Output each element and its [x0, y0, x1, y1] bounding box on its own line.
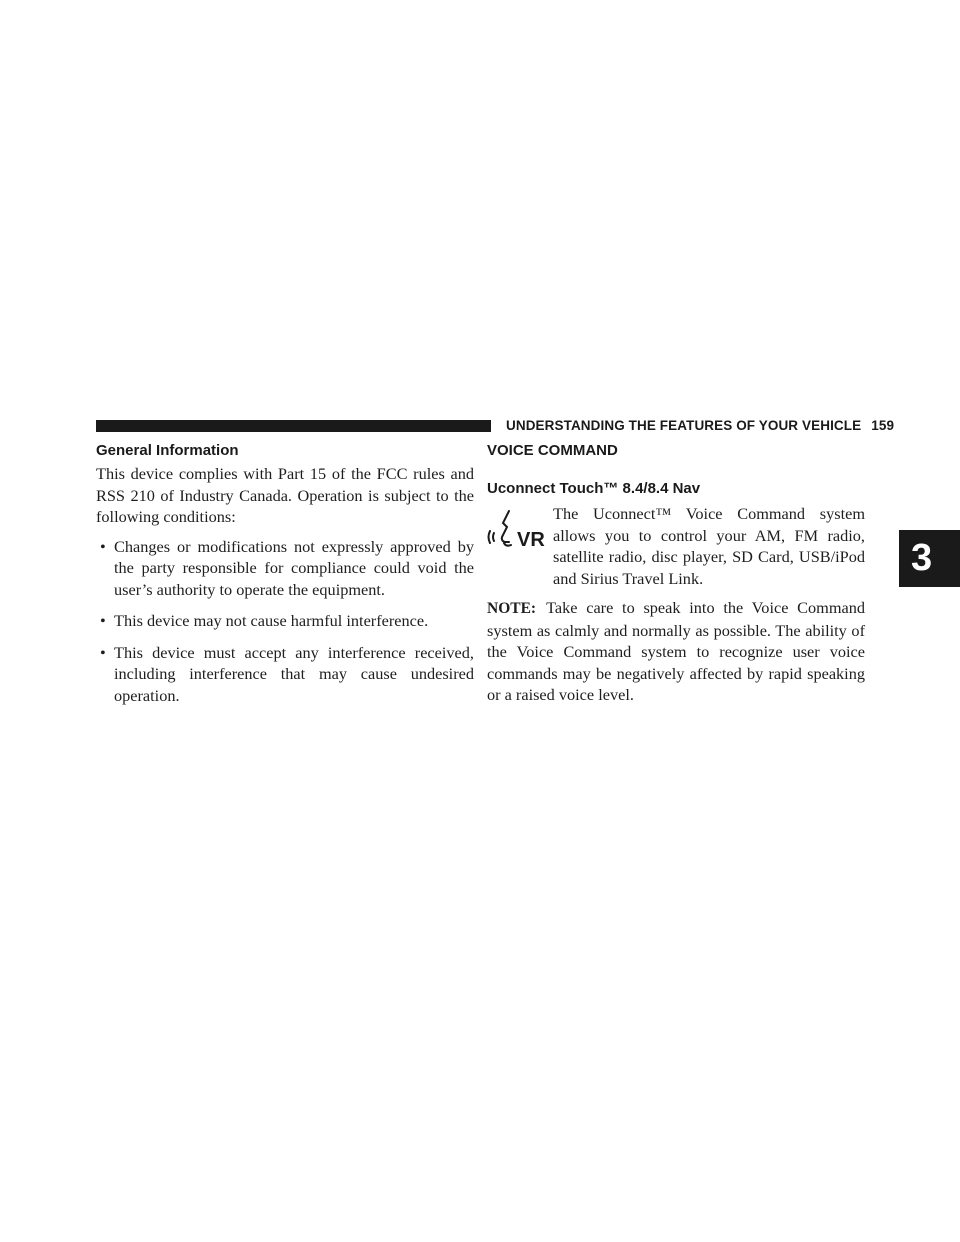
voice-command-intro: The Uconnect™ Voice Command system allows you to control your AM, FM radio, satellite radio, disc player, SD Card, USB/iPod and Sirius Travel Link. — [553, 504, 865, 588]
page-number: 159 — [871, 418, 895, 433]
vr-label: VR — [517, 529, 545, 551]
list-item-text: This device must accept any interference received, including interference that may cause undesired operation. — [114, 642, 474, 705]
conditions-list — [96, 536, 474, 707]
subheading-uconnect-touch: Uconnect Touch™ 8.4/8.4 Nav — [487, 480, 701, 497]
voice-recognition-icon — [487, 507, 547, 551]
right-column — [487, 441, 865, 706]
note-paragraph — [487, 597, 865, 706]
list-item — [96, 610, 474, 632]
chapter-number: 3 — [911, 537, 933, 579]
list-item — [96, 536, 474, 601]
note-label: NOTE: — [487, 600, 537, 617]
section-heading-voice-command: VOICE COMMAND — [487, 442, 618, 459]
header-rule — [96, 420, 491, 432]
section-heading-general-information: General Information — [96, 442, 239, 459]
list-item-text: Changes or modifications not expressly approved by the party responsible for compliance could void the user’s authority to operate the equipment. — [114, 536, 474, 599]
chapter-tab — [899, 530, 960, 587]
list-item-text: This device may not cause harmful interference. — [114, 611, 429, 630]
vr-intro-block — [487, 503, 865, 589]
bullet-icon: • — [100, 536, 106, 556]
left-column — [96, 441, 474, 716]
list-item — [96, 642, 474, 707]
note-text: Take care to speak into the Voice Command system as calmly and normally as possible. The ability of the Voice Command system to recognize user voice commands may be negatively affected by rapid speaking or a raised voice level. — [487, 598, 865, 704]
running-title: UNDERSTANDING THE FEATURES OF YOUR VEHICLE — [506, 418, 862, 433]
running-header — [506, 418, 894, 433]
bullet-icon: • — [100, 642, 106, 662]
fcc-compliance-paragraph: This device complies with Part 15 of the FCC rules and RSS 210 of Industry Canada. Operation is subject to the following conditions: — [96, 464, 474, 526]
bullet-icon: • — [100, 611, 106, 630]
